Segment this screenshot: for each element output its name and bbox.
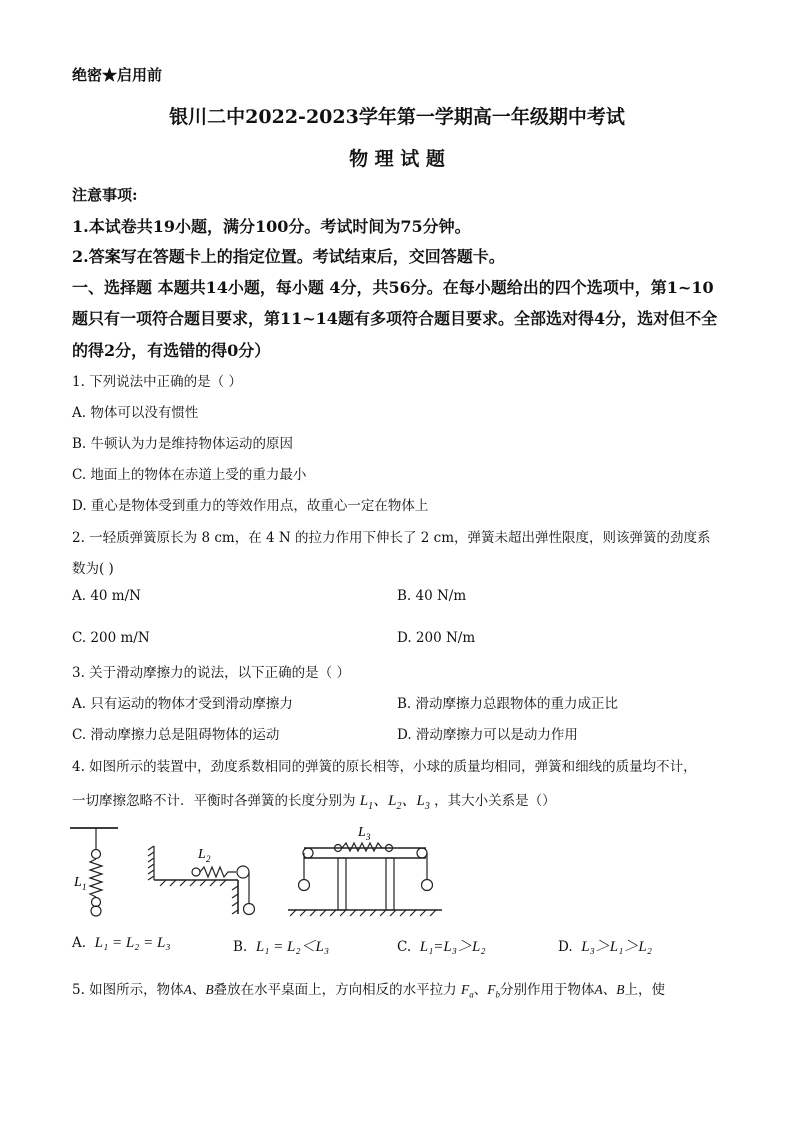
q5-stem: 5. 如图所示，物体A、B叠放在水平桌面上，方向相反的水平拉力 $F_a$、$F_b$分别作用于物体A、B上，使 <box>72 982 665 1000</box>
q4-stem-line-2 <box>72 789 556 812</box>
q4-lengths: $L_1$、$L_2$、$L_3$ <box>359 793 430 812</box>
q2-option-d: D. 200 N/m <box>397 630 476 646</box>
label-l3: L <box>358 825 366 840</box>
force-b: $F_b$ <box>487 982 500 1000</box>
secret-label: 绝密★启用前 <box>72 66 163 84</box>
force-a: $F_a$ <box>460 982 474 1000</box>
q1-stem: 1. 下列说法中正确的是（ ） <box>72 374 242 390</box>
q1-option-d: D. 重心是物体受到重力的等效作用点，故重心一定在物体上 <box>72 498 429 514</box>
exam-subtitle: 物 理 试 题 <box>349 148 445 170</box>
section1-line-1: 一、选择题 本题共14小题，每小题 4分，共56分。在每小题给出的四个选项中，第1~10 <box>72 278 714 297</box>
notice-item-1: 1.本试卷共19小题，满分100分。考试时间为75分钟。 <box>72 217 471 236</box>
q1-option-a: A. 物体可以没有惯性 <box>72 405 199 421</box>
q1-option-b: B. 牛顿认为力是维持物体运动的原因 <box>72 436 294 452</box>
q2-option-c: C. 200 m/N <box>72 630 150 646</box>
q3-option-c: C. 滑动摩擦力总是阻碍物体的运动 <box>72 727 280 743</box>
figure-hanging-spring <box>70 828 118 916</box>
notice-heading: 注意事项: <box>72 186 138 204</box>
q2-option-b: B. 40 N/m <box>397 588 467 604</box>
notice-item-2: 2.答案写在答题卡上的指定位置。考试结束后，交回答题卡。 <box>72 247 505 266</box>
q4-option-c: C. L₁=L₃＞L₂ <box>397 939 486 955</box>
q3-option-d: D. 滑动摩擦力可以是动力作用 <box>397 727 578 743</box>
figure-table-spring <box>288 843 442 916</box>
q4-option-a: A. L₁ = L₂ = L₃ <box>72 935 171 951</box>
exam-title: 银川二中2022-2023学年第一学期高一年级期中考试 <box>169 106 625 128</box>
label-l2: L <box>198 847 206 862</box>
q4-stem-suffix: ，其大小关系是（） <box>434 793 556 809</box>
label-l1: L <box>74 875 82 890</box>
svg-text:2: 2 <box>206 854 211 864</box>
section1-line-2: 题只有一项符合题目要求，第11~14题有多项符合题目要求。全部选对得4分，选对但不全 <box>72 309 718 328</box>
q2-option-a: A. 40 m/N <box>72 588 141 604</box>
q4-option-d: D. L₃＞L₁＞L₂ <box>558 939 652 955</box>
q3-option-a: A. 只有运动的物体才受到滑动摩擦力 <box>72 696 293 712</box>
q2-stem-line-1: 2. 一轻质弹簧原长为 8 cm，在 4 N 的拉力作用下伸长了 2 cm，弹簧未超出弹性限度，则该弹簧的劲度系 <box>72 530 711 546</box>
svg-text:1: 1 <box>82 882 87 892</box>
svg-text:3: 3 <box>366 832 371 842</box>
q1-option-c: C. 地面上的物体在赤道上受的重力最小 <box>72 467 307 483</box>
q3-stem: 3. 关于滑动摩擦力的说法，以下正确的是（ ） <box>72 665 350 681</box>
q4-stem-line-1: 4. 如图所示的装置中，劲度系数相同的弹簧的原长相等，小球的质量均相同，弹簧和细线的质量均不计， <box>72 759 697 775</box>
q4-figure <box>68 820 448 920</box>
q3-option-b: B. 滑动摩擦力总跟物体的重力成正比 <box>397 696 619 712</box>
q4-stem-prefix: 一切摩擦忽略不计．平衡时各弹簧的长度分别为 <box>72 793 356 809</box>
q4-option-b: B. L₁ = L₂＜L₃ <box>233 939 330 955</box>
q2-stem-line-2: 数为( ) <box>72 561 114 577</box>
section1-line-3: 的得2分，有选错的得0分） <box>72 341 271 360</box>
